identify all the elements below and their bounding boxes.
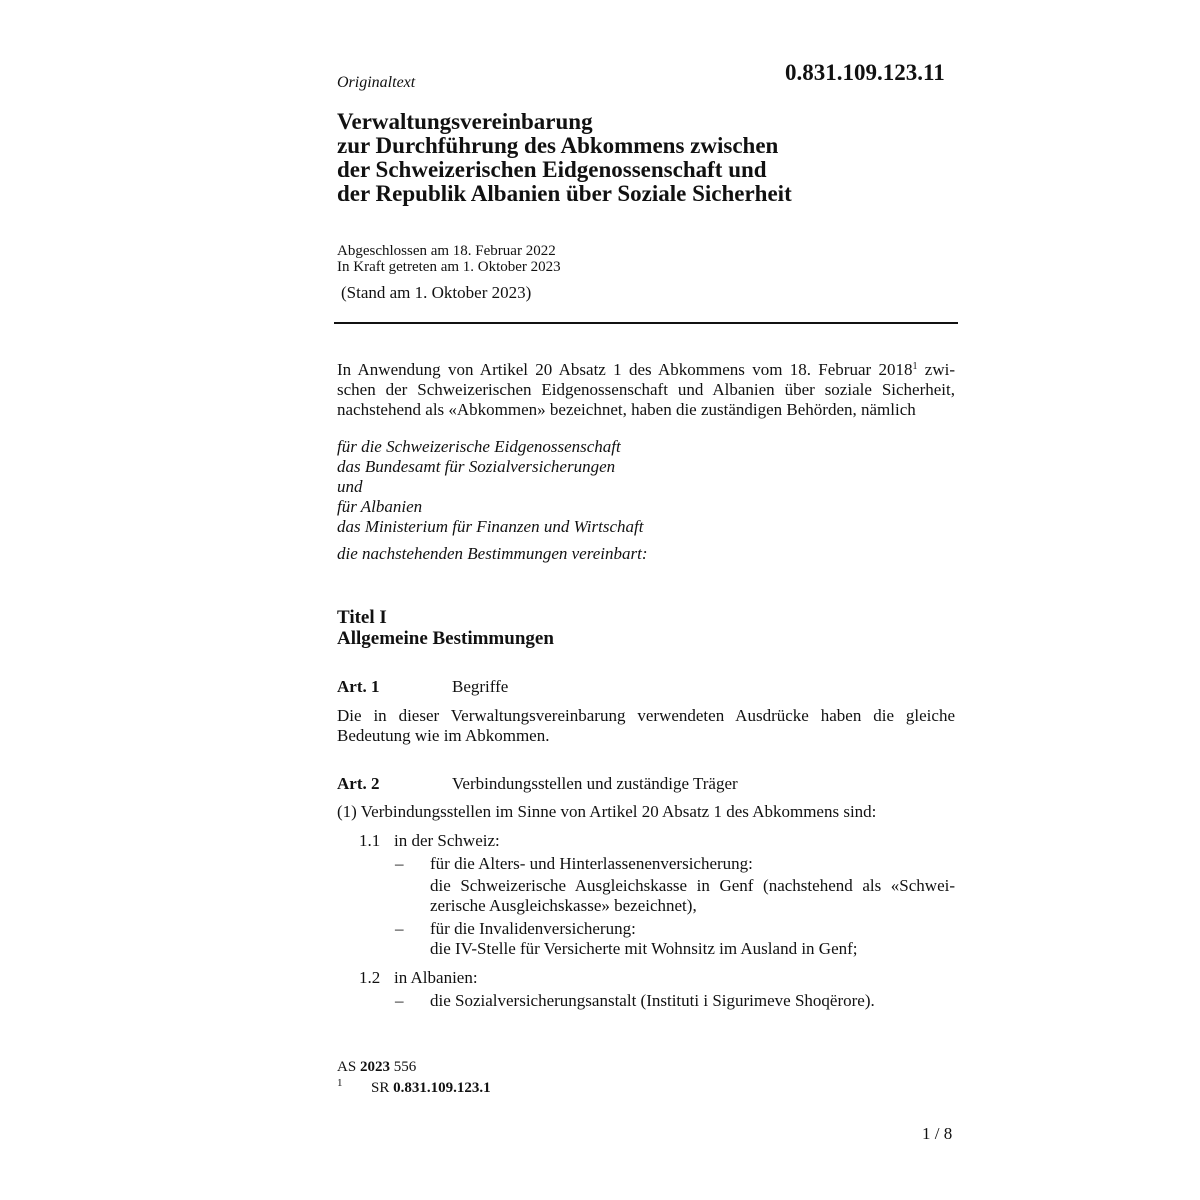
section-heading: Allgemeine Bestimmungen [337,628,554,649]
as-year: 2023 [359,1059,390,1075]
article-number: Art. 1 [337,677,380,696]
intro-paragraph [337,360,955,420]
footnote-ref[interactable]: 1 [912,361,918,372]
list-text: für die Alters- und Hinterlassenenversicherung: [430,854,753,873]
text-line: Bedeutung wie im Abkommen. [337,726,550,745]
article-1-text [337,706,955,746]
party-line: für die Schweizerische Eidgenossenschaft [337,437,621,456]
title-line: Verwaltungsvereinbarung [337,109,593,134]
as-reference [337,1059,416,1076]
intro-line [337,360,955,380]
document-title [337,110,792,206]
article-heading: Verbindungsstellen und zuständige Träger [452,774,738,793]
agreed-line: die nachstehenden Bestimmungen vereinbart: [337,544,648,563]
parties-block [337,437,643,537]
article-heading: Begriffe [452,677,509,696]
list-text: die IV-Stelle für Versicherte mit Wohnsitz im Ausland in Genf; [430,939,858,958]
concluded-date: Abgeschlossen am 18. Februar 2022 [337,243,556,259]
title-line: der Republik Albanien über Soziale Sicherheit [337,181,792,206]
dash-marker: – [395,854,404,873]
title-line: der Schweizerischen Eidgenossenschaft und [337,157,767,182]
intro-line: nachstehend als «Abkommen» bezeichnet, haben die zuständigen Behörden, nämlich [337,400,916,419]
item-label: in der Schweiz: [394,831,500,850]
item-number: 1.2 [359,968,381,987]
section-title [337,607,554,649]
party-line: das Bundesamt für Sozialversicherungen [337,457,616,476]
section-label: Titel I [337,607,387,628]
article-number: Art. 2 [337,774,380,793]
status-date: (Stand am 1. Oktober 2023) [341,283,532,302]
list-text [430,876,955,896]
paragraph-1: (1) Verbindungsstellen im Sinne von Artikel 20 Absatz 1 des Abkommens sind: [337,802,877,821]
item-number: 1.1 [359,831,381,850]
list-text: für die Invalidenversicherung: [430,919,636,938]
intro-text: In Anwendung von Artikel 20 Absatz 1 des Abkommens vom 18. Februar 2018 [337,360,913,379]
as-prefix: AS [337,1059,357,1075]
sr-number: 0.831.109.123.11 [785,60,945,85]
footnote-1 [371,1080,491,1097]
text-line: die Schweizerische Ausgleichskasse in Genf (nachstehend als «Schwei- [430,876,955,895]
list-text: zerische Ausgleichskasse» bezeichnet), [430,896,697,915]
text-line: Die in dieser Verwaltungsvereinbarung verwendeten Ausdrücke haben die gleiche [337,706,955,725]
item-label: in Albanien: [394,968,478,987]
in-force-date: In Kraft getreten am 1. Oktober 2023 [337,259,561,275]
page-number: 1 / 8 [922,1124,953,1143]
intro-line: schen der Schweizerischen Eidgenossenschaft und Albanien über soziale Sicherheit, [337,380,955,399]
dash-marker: – [395,991,404,1010]
party-line: für Albanien [337,497,423,516]
list-text: die Sozialversicherungsanstalt (Instituti i Sigurimeve Shoqërore). [430,991,875,1010]
party-line: und [337,477,363,496]
as-page: 556 [393,1059,417,1075]
title-line: zur Durchführung des Abkommens zwischen [337,133,779,158]
document-meta [337,243,561,275]
dash-marker: – [395,919,404,938]
footnote-sr-ref[interactable]: 0.831.109.123.1 [393,1080,491,1096]
footnote-number: 1 [337,1077,343,1089]
intro-text: zwi- [917,360,955,379]
party-line: das Ministerium für Finanzen und Wirtschaft [337,517,644,536]
header-divider [334,322,958,324]
original-text-label: Originaltext [337,74,416,91]
footnote-prefix: SR [371,1080,390,1096]
